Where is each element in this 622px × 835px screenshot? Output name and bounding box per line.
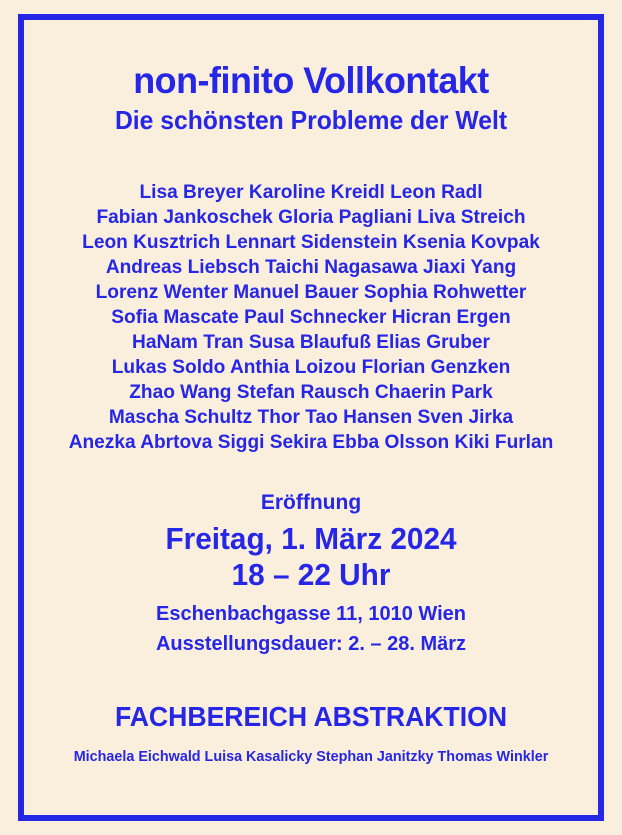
- artist-line: Sofia Mascate Paul Schnecker Hicran Ergen: [111, 306, 511, 329]
- poster-frame: [18, 14, 604, 821]
- artist-line: Leon Kusztrich Lennart Sidenstein Ksenia Kovpak: [82, 231, 540, 254]
- artist-line: Mascha Schultz Thor Tao Hansen Sven Jirka: [108, 406, 514, 429]
- event-date: Freitag, 1. März 2024: [165, 521, 457, 557]
- page-subtitle: Die schönsten Probleme der Welt: [114, 104, 508, 135]
- artist-line: Lorenz Wenter Manuel Bauer Sophia Rohwetter: [95, 281, 527, 304]
- artist-line: Lisa Breyer Karoline Kreidl Leon Radl: [139, 181, 483, 204]
- footer-block: [38, 701, 584, 767]
- artist-line: Zhao Wang Stefan Rausch Chaerin Park: [129, 381, 493, 404]
- department-name: FACHBEREICH ABSTRAKTION: [114, 701, 508, 733]
- artist-line: Anezka Abrtova Siggi Sekira Ebba Olsson Kiki Furlan: [68, 431, 554, 454]
- artist-line: Fabian Jankoschek Gloria Pagliani Liva Streich: [96, 206, 526, 229]
- artist-line: HaNam Tran Susa Blaufuß Elias Gruber: [132, 331, 490, 354]
- page-title: non-finito Vollkontakt: [133, 60, 489, 101]
- opening-label: Eröffnung: [260, 491, 362, 515]
- event-details: [38, 489, 584, 659]
- artist-line: Lukas Soldo Anthia Loizou Florian Genzken: [111, 356, 511, 379]
- title-block: [38, 62, 584, 134]
- artist-line: Andreas Liebsch Taichi Nagasawa Jiaxi Yang: [105, 256, 517, 279]
- exhibition-duration: Ausstellungsdauer: 2. – 28. März: [155, 633, 467, 656]
- artist-list: [38, 180, 584, 455]
- event-address: Eschenbachgasse 11, 1010 Wien: [156, 603, 466, 626]
- staff-list: Michaela Eichwald Luisa Kasalicky Stephan Janitzky Thomas Winkler: [73, 749, 549, 766]
- event-time: 18 – 22 Uhr: [231, 557, 391, 593]
